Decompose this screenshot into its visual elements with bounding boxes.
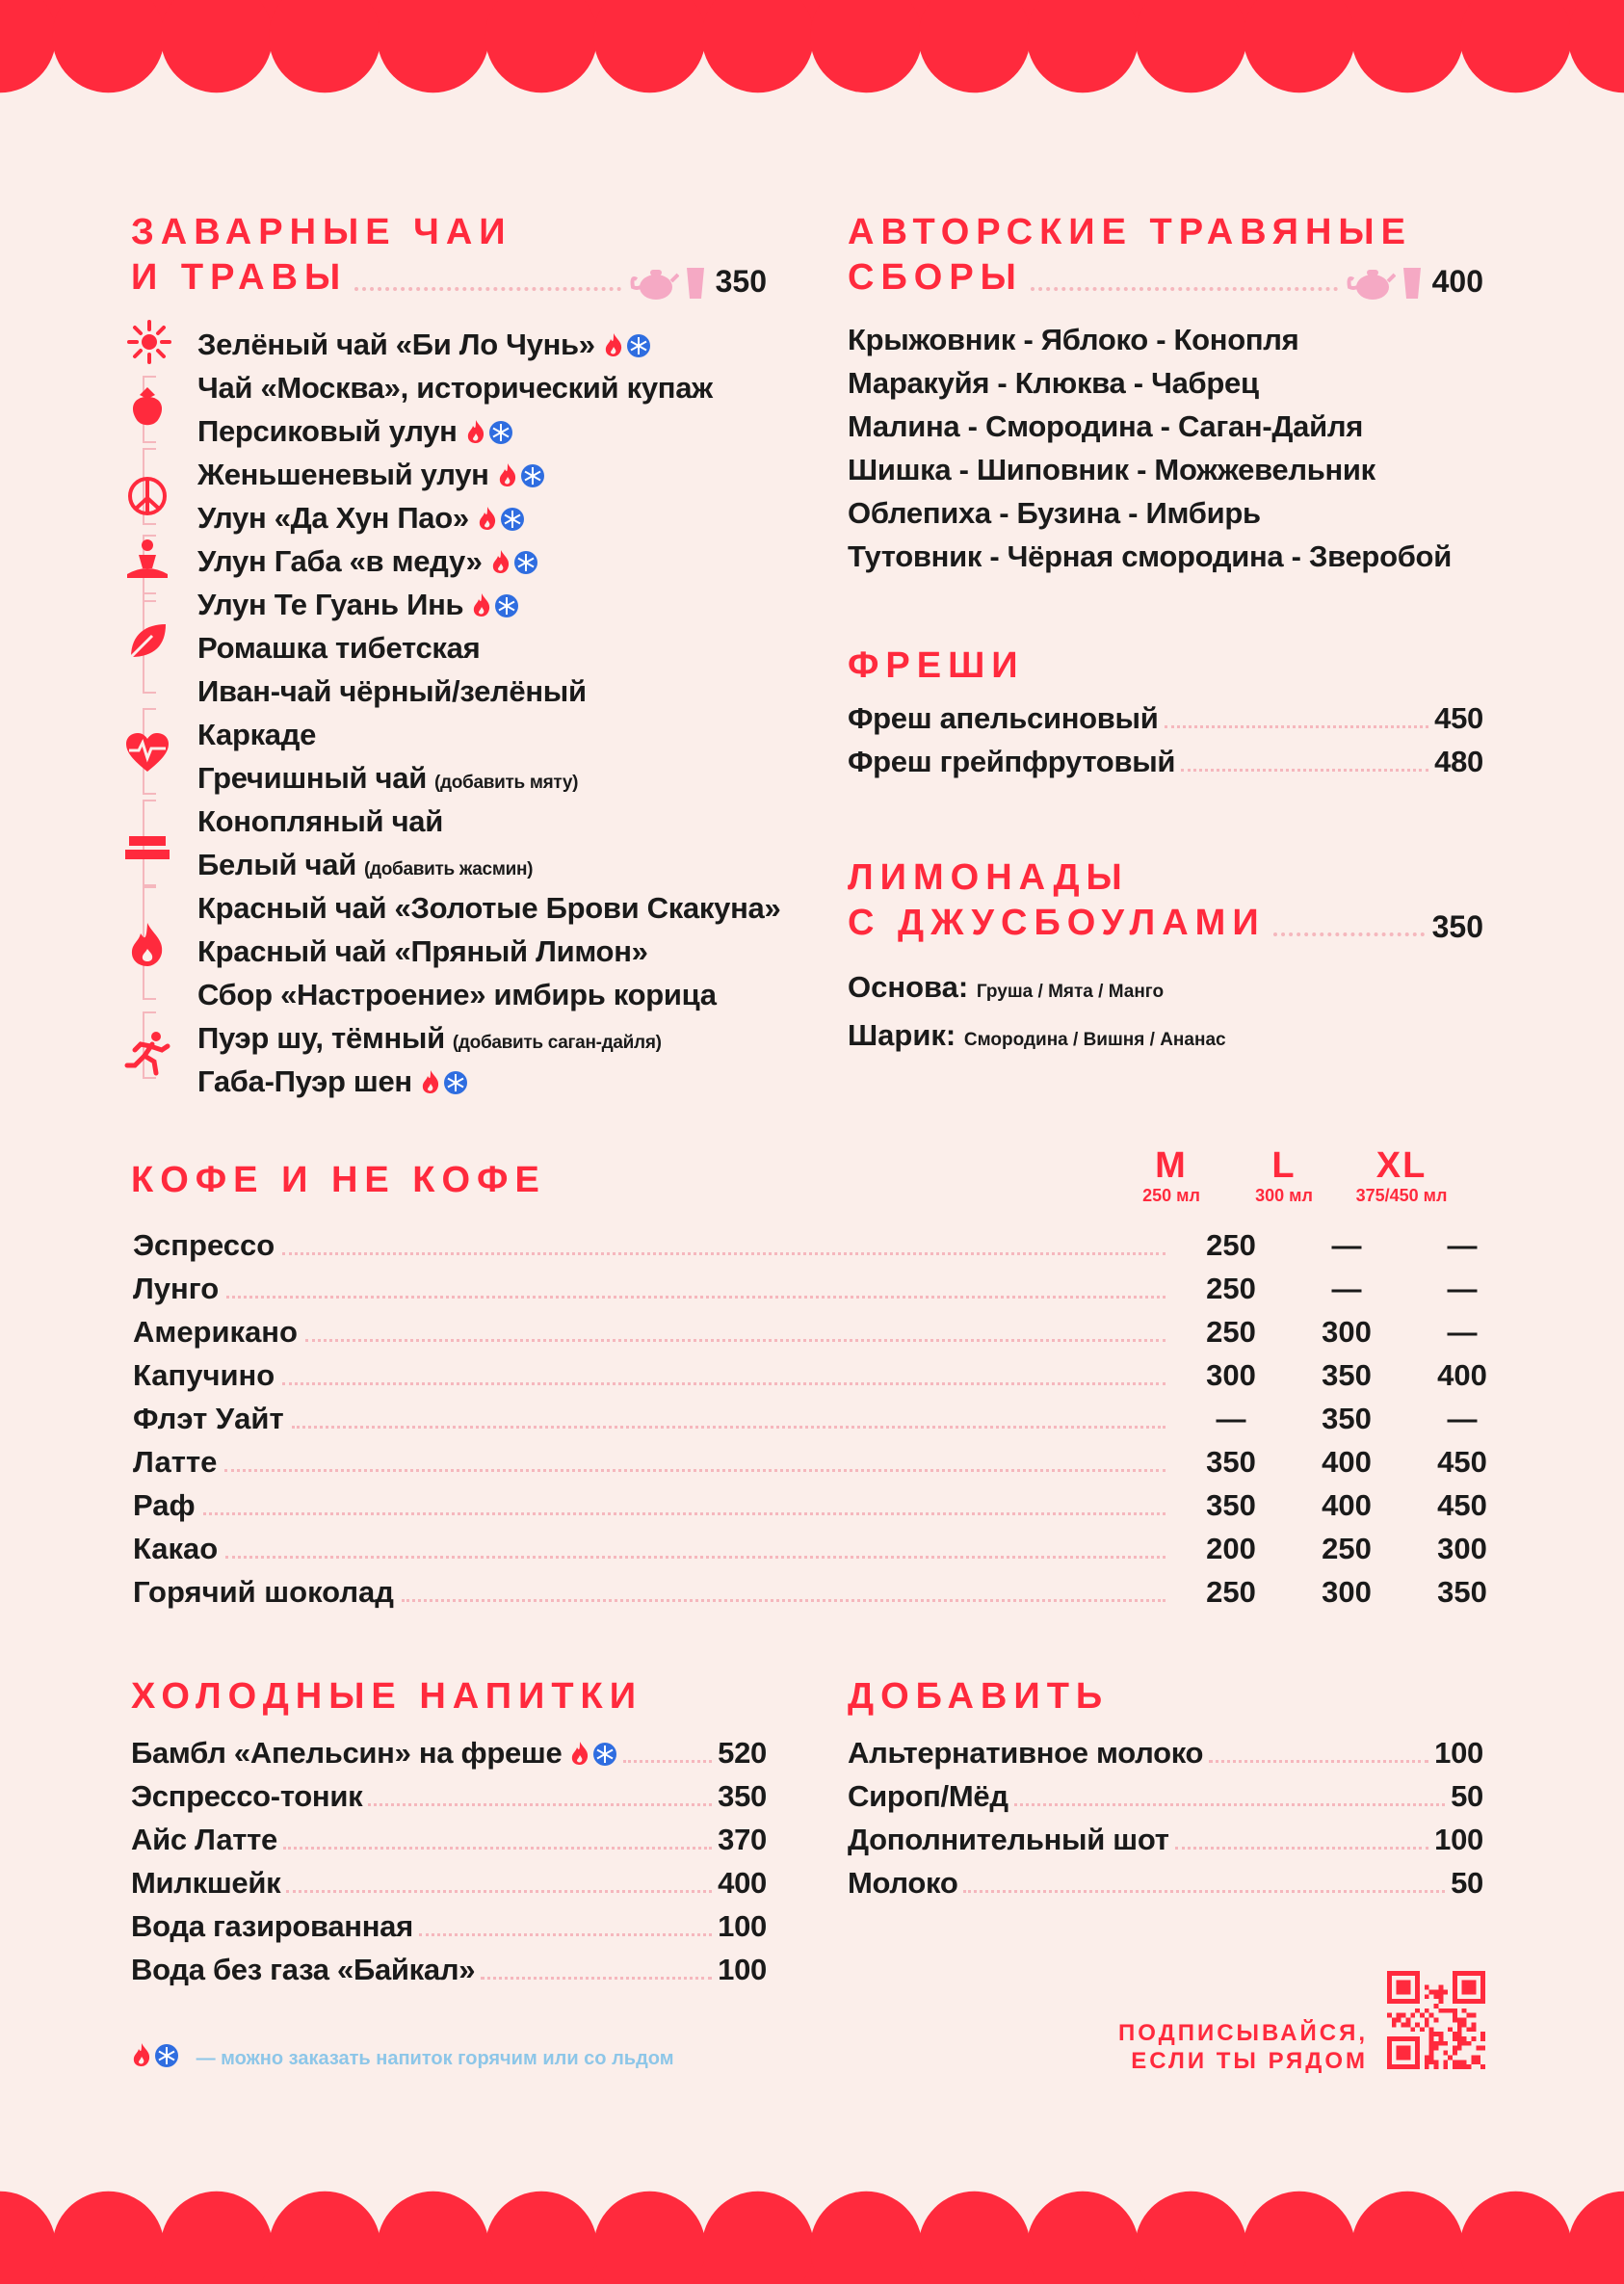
- fresh-item-name: Фреш грейпфрутовый: [848, 745, 1176, 778]
- coffee-item-name: Американо: [133, 1315, 298, 1349]
- coffee-price-xl: —: [1447, 1402, 1478, 1435]
- tea-item: [197, 626, 795, 669]
- tea-item-name: Улун Габа «в меду»: [197, 544, 483, 578]
- coffee-price-m: 200: [1206, 1532, 1256, 1565]
- add-item: [848, 1774, 1483, 1818]
- coffee-price-m: —: [1216, 1402, 1246, 1435]
- herbal-title-line1: АВТОРСКИЕ ТРАВЯНЫЕ: [848, 212, 1412, 252]
- cold-list: [131, 1731, 767, 1991]
- coffee-item-name: Капучино: [133, 1358, 275, 1392]
- tea-item: [197, 886, 795, 930]
- herbal-title-line2: СБОРЫ: [848, 257, 1023, 298]
- add-item-name: Альтернативное молоко: [848, 1736, 1204, 1770]
- coffee-price-m: 350: [1206, 1445, 1256, 1479]
- tea-item: [197, 669, 795, 713]
- flame-small-icon: [477, 506, 498, 531]
- tea-item-name: Улун Те Гуань Инь: [197, 588, 464, 621]
- leader-dots: [1209, 1760, 1428, 1763]
- tea-item: [197, 583, 795, 626]
- cold-item-name: Вода без газа «Байкал»: [131, 1953, 476, 1986]
- add-item-price: 100: [1434, 1736, 1483, 1770]
- add-item-price: 50: [1451, 1779, 1483, 1813]
- bottom-scallop-border: [0, 2178, 1624, 2284]
- cold-item-name: Айс Латте: [131, 1823, 277, 1856]
- leader-dots: [286, 1890, 712, 1893]
- tea-item-name: Белый чай: [197, 848, 356, 881]
- leader-dots: [1165, 725, 1429, 728]
- coffee-price-m: 300: [1206, 1358, 1256, 1392]
- leader-dots: [224, 1469, 1166, 1472]
- cold-item-price: 370: [718, 1823, 767, 1856]
- flame-small-icon: [465, 419, 486, 444]
- tea-price: 350: [715, 264, 767, 299]
- cup-icon: [1401, 266, 1423, 301]
- add-item: [848, 1861, 1483, 1904]
- tea-item-name: Красный чай «Золотые Брови Скакуна»: [197, 891, 781, 925]
- coffee-item-name: Флэт Уайт: [133, 1402, 284, 1435]
- snowflake-icon: [626, 333, 651, 358]
- fresh-item-price: 450: [1434, 701, 1483, 735]
- snowflake-icon: [154, 2043, 179, 2068]
- lemonade-ball-label: Шарик:: [848, 1018, 956, 1052]
- add-item-name: Дополнительный шот: [848, 1823, 1169, 1856]
- cold-item: [131, 1774, 767, 1818]
- subscribe-line2: ЕСЛИ ТЫ РЯДОМ: [1131, 2048, 1368, 2074]
- tea-item-name: Красный чай «Пряный Лимон»: [197, 934, 648, 968]
- leader-dots: [282, 1382, 1166, 1385]
- leader-dots: [1175, 1847, 1429, 1850]
- fresh-item: [848, 696, 1483, 740]
- coffee-price-xl: 450: [1437, 1488, 1487, 1522]
- tea-item-note: (добавить саган-дайля): [452, 1033, 662, 1053]
- tea-item-name: Персиковый улун: [197, 414, 458, 448]
- coffee-item: [133, 1483, 1520, 1527]
- add-item-name: Молоко: [848, 1866, 958, 1900]
- flame-small-icon: [420, 1069, 441, 1094]
- herbal-list: [848, 318, 1483, 578]
- coffee-price-m: 250: [1206, 1228, 1256, 1262]
- leader-dots: [368, 1803, 712, 1806]
- coffee-price-l: 250: [1322, 1532, 1372, 1565]
- tea-item: [197, 930, 795, 973]
- lemonade-title-line2: С ДЖУСБОУЛАМИ: [848, 903, 1266, 943]
- coffee-item-name: Латте: [133, 1445, 218, 1479]
- tea-item-name: Сбор «Настроение» имбирь корица: [197, 978, 717, 1011]
- tea-item: [197, 973, 795, 1016]
- tea-item: [197, 1060, 795, 1103]
- strawberry-icon: [123, 383, 171, 432]
- qr-code-icon[interactable]: [1387, 1971, 1485, 2069]
- flame-small-icon: [569, 1741, 590, 1766]
- tea-title-line2: И ТРАВЫ: [131, 257, 348, 298]
- tea-item-name: Ромашка тибетская: [197, 631, 481, 665]
- footnote-text: — можно заказать напиток горячим или со льдом: [196, 2048, 674, 2069]
- leader-dots: [481, 1977, 712, 1980]
- cold-item-price: 520: [718, 1736, 767, 1770]
- add-item-name: Сироп/Мёд: [848, 1779, 1008, 1813]
- herbal-section: [848, 210, 1483, 578]
- leader-dots: [1031, 287, 1338, 291]
- lemonade-base-values: Груша / Мята / Манго: [976, 982, 1165, 1002]
- tea-item-name: Женьшеневый улун: [197, 458, 489, 491]
- size-label: L: [1271, 1145, 1297, 1186]
- coffee-price-m: 250: [1206, 1575, 1256, 1609]
- fresh-item-price: 480: [1434, 745, 1483, 778]
- runner-icon: [123, 1029, 171, 1077]
- tea-item: [197, 496, 795, 539]
- coffee-item-name: Лунго: [133, 1272, 220, 1305]
- coffee-item-name: Какао: [133, 1532, 219, 1565]
- herbal-item: Маракуйя - Клюква - Чабрец: [848, 366, 1259, 400]
- leader-dots: [623, 1760, 712, 1763]
- cold-item-price: 100: [718, 1909, 767, 1943]
- coffee-price-xl: 300: [1437, 1532, 1487, 1565]
- tea-list: [197, 323, 795, 1103]
- snowflake-icon: [592, 1742, 617, 1767]
- snowflake-icon: [513, 550, 538, 575]
- coffee-price-xl: —: [1447, 1315, 1478, 1349]
- coffee-item: [133, 1223, 1520, 1267]
- cold-item: [131, 1948, 767, 1991]
- coffee-item: [133, 1353, 1520, 1397]
- tea-item: [197, 409, 795, 453]
- coffee-price-l: 400: [1322, 1445, 1372, 1479]
- coffee-price-l: 350: [1322, 1402, 1372, 1435]
- herbal-item: Облепиха - Бузина - Имбирь: [848, 496, 1261, 530]
- top-scallop-border: [0, 0, 1624, 106]
- lemonade-ball-row: [848, 1013, 1483, 1062]
- tea-item-name: Чай «Москва», исторический купаж: [197, 371, 713, 405]
- tea-item: [197, 539, 795, 583]
- tea-item: [197, 713, 795, 756]
- coffee-title: КОФЕ И НЕ КОФЕ: [131, 1160, 546, 1200]
- meditation-icon: [123, 536, 171, 584]
- coffee-item: [133, 1310, 1520, 1353]
- leader-dots: [226, 1296, 1166, 1299]
- tea-item-name: Конопляный чай: [197, 804, 443, 838]
- cold-item-price: 350: [718, 1779, 767, 1813]
- tea-item-name: Улун «Да Хун Пао»: [197, 501, 469, 535]
- tea-section: [131, 210, 767, 301]
- coffee-size-header: [1334, 1146, 1469, 1206]
- leader-dots: [419, 1933, 712, 1936]
- peace-icon: [123, 472, 171, 520]
- flame-icon: [123, 920, 171, 968]
- coffee-item: [133, 1570, 1520, 1614]
- flame-small-icon: [490, 549, 511, 574]
- cold-section: [131, 1674, 767, 1991]
- lemonade-base-row: [848, 965, 1483, 1013]
- snowflake-icon: [500, 507, 525, 532]
- tea-item-name: Гречишный чай: [197, 761, 427, 795]
- tea-item: [197, 756, 795, 800]
- cold-item: [131, 1818, 767, 1861]
- tea-item-name: Каркаде: [197, 718, 317, 751]
- cold-item-name: Бамбл «Апельсин» на фреше: [131, 1736, 563, 1770]
- footnote: [131, 2042, 674, 2070]
- leader-dots: [402, 1599, 1166, 1602]
- coffee-price-l: 300: [1322, 1315, 1372, 1349]
- coffee-price-l: 350: [1322, 1358, 1372, 1392]
- add-title: ДОБАВИТЬ: [848, 1676, 1110, 1717]
- add-item-price: 100: [1434, 1823, 1483, 1856]
- fresh-list: [848, 696, 1483, 783]
- tea-item: [197, 1016, 795, 1060]
- tea-title-line1: ЗАВАРНЫЕ ЧАИ: [131, 212, 512, 252]
- size-volume: 375/450 мл: [1355, 1186, 1448, 1205]
- leader-dots: [963, 1890, 1445, 1893]
- cup-icon: [685, 266, 706, 301]
- leader-dots: [354, 287, 620, 291]
- herbal-item: Тутовник - Чёрная смородина - Зверобой: [848, 539, 1452, 573]
- herbal-item: Малина - Смородина - Саган-Дайля: [848, 409, 1364, 443]
- size-volume: 250 мл: [1142, 1186, 1200, 1205]
- subscribe-text: [1108, 2019, 1368, 2075]
- tea-item-name: Зелёный чай «Би Ло Чунь»: [197, 328, 595, 361]
- tea-item-name: Пуэр шу, тёмный: [197, 1021, 445, 1055]
- teapot-icon: [629, 266, 679, 301]
- herbal-price: 400: [1431, 264, 1483, 299]
- add-item: [848, 1818, 1483, 1861]
- leader-dots: [283, 1847, 712, 1850]
- cold-item: [131, 1861, 767, 1904]
- coffee-price-m: 250: [1206, 1315, 1256, 1349]
- coffee-price-xl: 400: [1437, 1358, 1487, 1392]
- coffee-price-xl: 450: [1437, 1445, 1487, 1479]
- leader-dots: [292, 1426, 1166, 1429]
- tea-item: [197, 366, 795, 409]
- heart-pulse-icon: [123, 729, 171, 777]
- snowflake-icon: [443, 1070, 468, 1095]
- cold-title: ХОЛОДНЫЕ НАПИТКИ: [131, 1676, 643, 1717]
- add-item: [848, 1731, 1483, 1774]
- fresh-section: [848, 643, 1483, 783]
- cold-item: [131, 1904, 767, 1948]
- flame-small-icon: [131, 2042, 152, 2067]
- cold-item: [131, 1731, 767, 1774]
- coffee-item: [133, 1397, 1520, 1440]
- flame-small-icon: [471, 592, 492, 617]
- coffee-price-l: 300: [1322, 1575, 1372, 1609]
- cold-item-name: Эспрессо-тоник: [131, 1779, 363, 1813]
- coffee-price-m: 350: [1206, 1488, 1256, 1522]
- subscribe-line1: ПОДПИСЫВАЙСЯ,: [1118, 2020, 1368, 2046]
- cold-item-price: 100: [718, 1953, 767, 1986]
- coffee-item-name: Раф: [133, 1488, 196, 1522]
- fresh-item-name: Фреш апельсиновый: [848, 701, 1159, 735]
- add-section: [848, 1674, 1483, 1904]
- coffee-item-name: Эспрессо: [133, 1228, 275, 1262]
- leader-dots: [305, 1339, 1166, 1342]
- cold-item-name: Милкшейк: [131, 1866, 281, 1900]
- lemonade-title-line1: ЛИМОНАДЫ: [848, 857, 1129, 898]
- cold-item-name: Вода газированная: [131, 1909, 413, 1943]
- leader-dots: [225, 1556, 1166, 1559]
- fresh-title: ФРЕШИ: [848, 645, 1025, 686]
- size-label: XL: [1375, 1145, 1428, 1186]
- lemonade-base-label: Основа:: [848, 970, 969, 1004]
- tea-item: [197, 323, 795, 366]
- sun-icon: [125, 318, 173, 366]
- size-label: M: [1155, 1145, 1188, 1186]
- size-volume: 300 мл: [1255, 1186, 1313, 1205]
- coffee-price-l: —: [1331, 1228, 1362, 1262]
- coffee-item: [133, 1440, 1520, 1483]
- coffee-price-xl: 350: [1437, 1575, 1487, 1609]
- tea-item-note: (добавить мяту): [433, 773, 579, 793]
- snowflake-icon: [520, 463, 545, 488]
- leader-dots: [282, 1252, 1166, 1255]
- coffee-price-xl: —: [1447, 1272, 1478, 1305]
- coffee-price-l: 400: [1322, 1488, 1372, 1522]
- snowflake-icon: [488, 420, 513, 445]
- tea-item-name: Иван-чай чёрный/зелёный: [197, 674, 587, 708]
- coffee-size-header: [1217, 1146, 1351, 1206]
- coffee-item: [133, 1527, 1520, 1570]
- tea-item: [197, 453, 795, 496]
- add-list: [848, 1731, 1483, 1904]
- coffee-price-l: —: [1331, 1272, 1362, 1305]
- herbal-item: Шишка - Шиповник - Можжевельник: [848, 453, 1375, 486]
- leader-dots: [1181, 769, 1428, 772]
- tea-item-note: (добавить жасмин): [363, 859, 534, 879]
- lemonade-ball-values: Смородина / Вишня / Ананас: [963, 1030, 1226, 1050]
- lemonade-price: 350: [1431, 909, 1483, 944]
- leader-dots: [1273, 932, 1425, 936]
- leaf-icon: [123, 617, 171, 665]
- flame-small-icon: [603, 332, 624, 357]
- teapot-icon: [1346, 266, 1396, 301]
- cold-item-price: 400: [718, 1866, 767, 1900]
- snowflake-icon: [494, 593, 519, 618]
- leader-dots: [203, 1512, 1166, 1515]
- flame-small-icon: [497, 462, 518, 487]
- fresh-item: [848, 740, 1483, 783]
- tea-item-name: Габа-Пуэр шен: [197, 1064, 412, 1098]
- coffee-item-name: Горячий шоколад: [133, 1575, 394, 1609]
- coffee-item: [133, 1267, 1520, 1310]
- tea-item: [197, 843, 795, 886]
- coffee-price-m: 250: [1206, 1272, 1256, 1305]
- tea-item: [197, 800, 795, 843]
- herbal-item: Крыжовник - Яблоко - Конопля: [848, 323, 1299, 356]
- coffee-price-xl: —: [1447, 1228, 1478, 1262]
- cake-icon: [123, 819, 171, 867]
- lemonade-section: [848, 855, 1483, 1062]
- add-item-price: 50: [1451, 1866, 1483, 1900]
- leader-dots: [1014, 1803, 1445, 1806]
